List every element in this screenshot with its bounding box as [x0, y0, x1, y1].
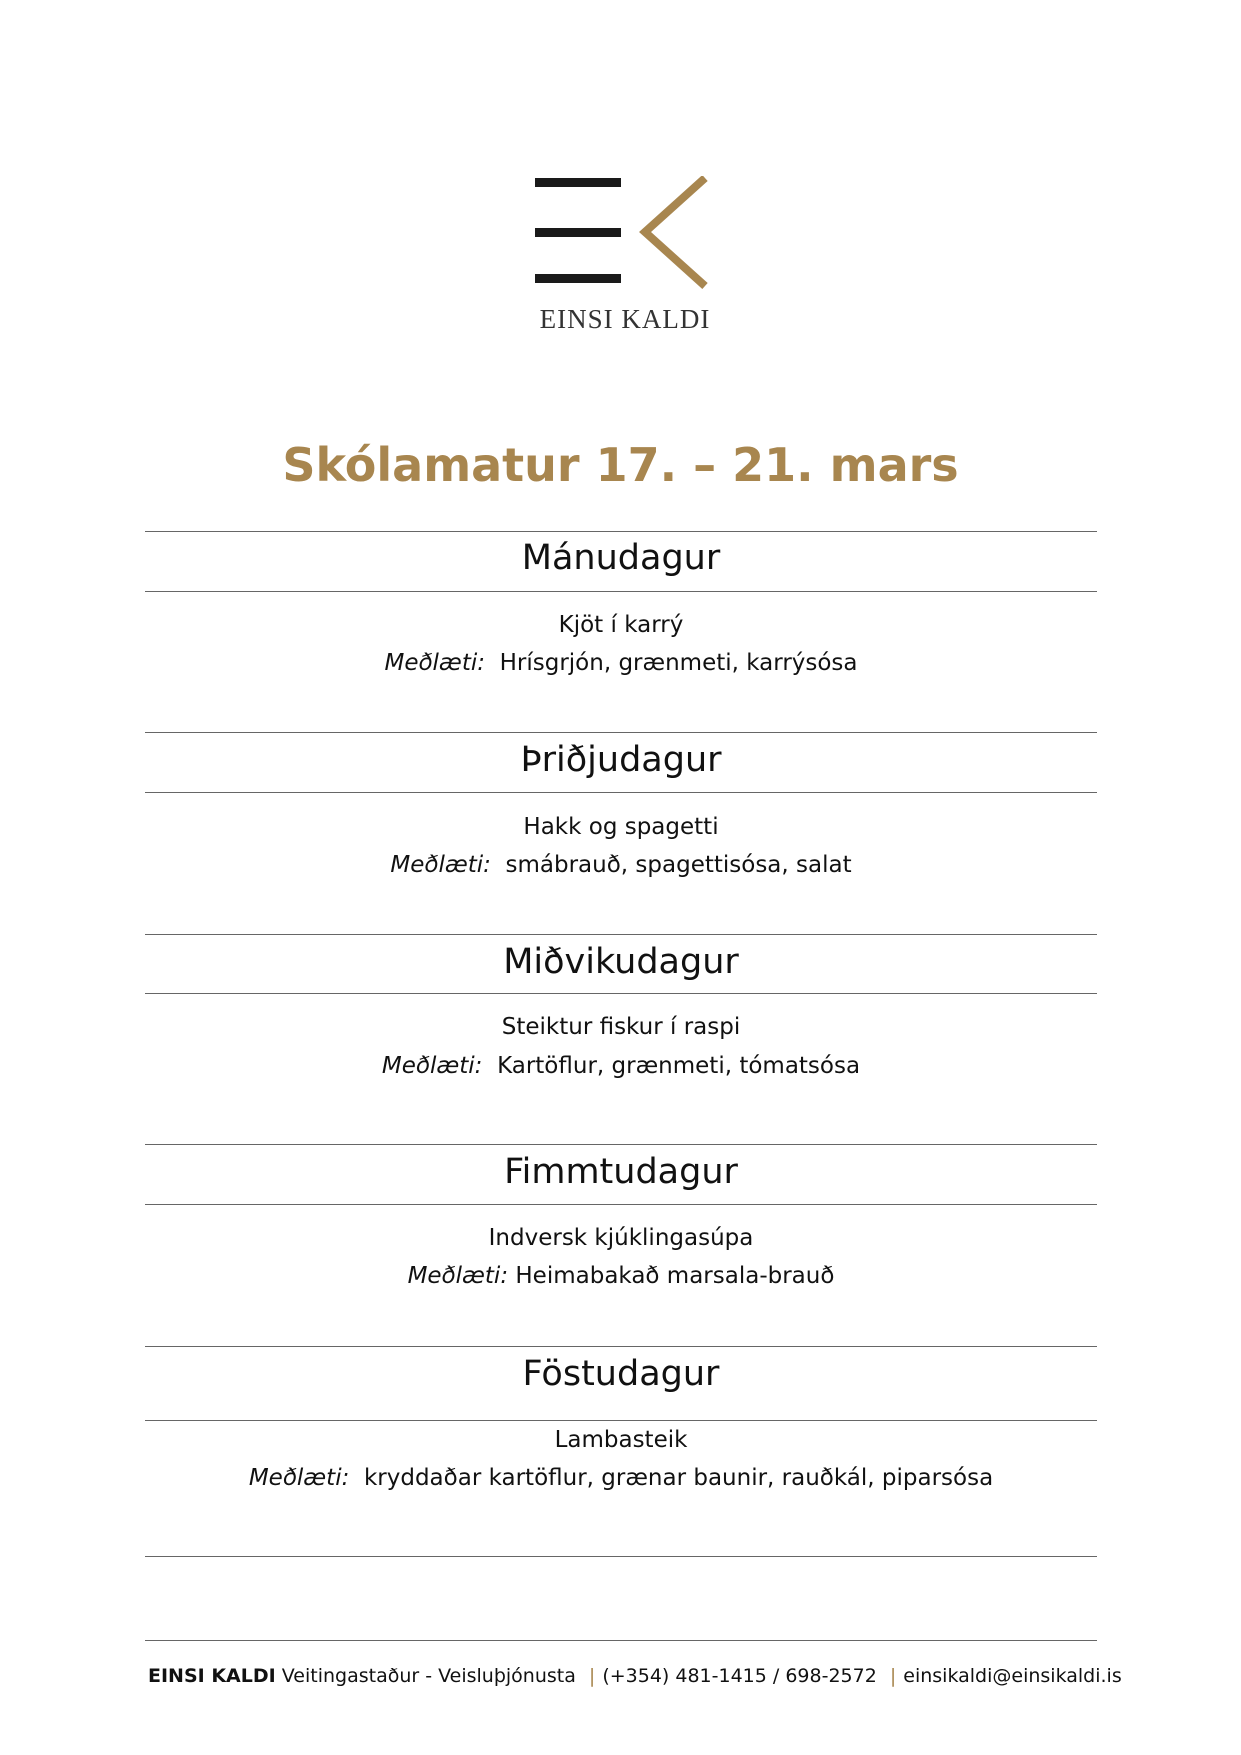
divider [145, 1144, 1097, 1145]
sides-tuesday [145, 852, 1097, 878]
footer-phone: (+354) 481-1415 / 698-2572 [602, 1665, 877, 1687]
divider [145, 1556, 1097, 1557]
dish-monday: Kjöt í karrý [558, 612, 684, 638]
sides-friday [145, 1465, 1097, 1491]
ek-logo-icon [535, 176, 715, 291]
footer-email: einsikaldi@einsikaldi.is [903, 1665, 1122, 1687]
footer-separator: | [889, 1665, 897, 1687]
footer-separator: | [588, 1665, 596, 1687]
sides-thursday [145, 1263, 1097, 1289]
sides-label: Meðlæti: [390, 852, 491, 878]
footer-brand: EINSI KALDI [148, 1665, 276, 1687]
day-heading-friday: Föstudagur [522, 1354, 720, 1394]
footer-tagline: Veitingastaður - Veisluþjónusta [281, 1665, 576, 1687]
divider [145, 993, 1097, 994]
divider [145, 934, 1097, 935]
sides-label: Meðlæti: [384, 650, 485, 676]
divider [145, 732, 1097, 733]
day-heading-thursday: Fimmtudagur [504, 1152, 738, 1192]
sides-wednesday [145, 1053, 1097, 1079]
dish-wednesday: Steiktur fiskur í raspi [501, 1014, 741, 1040]
sides-monday [145, 650, 1097, 676]
page-title: Skólamatur 17. – 21. mars [282, 438, 959, 492]
sides-label: Meðlæti: [407, 1263, 509, 1289]
sides-text: Heimabakað marsala-brauð [515, 1263, 835, 1289]
divider [145, 591, 1097, 592]
divider [145, 1420, 1097, 1421]
dish-tuesday: Hakk og spagetti [523, 814, 719, 840]
logo-text: EINSI KALDI [539, 304, 711, 334]
day-heading-monday: Mánudagur [521, 538, 721, 578]
footer-divider [145, 1640, 1097, 1641]
sides-label: Meðlæti: [381, 1053, 483, 1079]
sides-label: Meðlæti: [248, 1465, 350, 1491]
sides-text: Hrísgrjón, grænmeti, karrýsósa [499, 650, 858, 676]
dish-friday: Lambasteik [554, 1427, 688, 1453]
logo [535, 176, 715, 336]
dish-thursday: Indversk kjúklingasúpa [488, 1225, 754, 1251]
sides-text: Kartöflur, grænmeti, tómatsósa [497, 1053, 861, 1079]
divider [145, 1204, 1097, 1205]
divider [145, 792, 1097, 793]
divider [145, 531, 1097, 532]
footer [148, 1665, 1122, 1687]
divider [145, 1346, 1097, 1347]
sides-text: smábrauð, spagettisósa, salat [505, 852, 852, 878]
day-heading-tuesday: Þriðjudagur [520, 740, 722, 780]
day-heading-wednesday: Miðvikudagur [503, 942, 739, 982]
sides-text: kryddaðar kartöflur, grænar baunir, rauðkál, piparsósa [363, 1465, 994, 1491]
